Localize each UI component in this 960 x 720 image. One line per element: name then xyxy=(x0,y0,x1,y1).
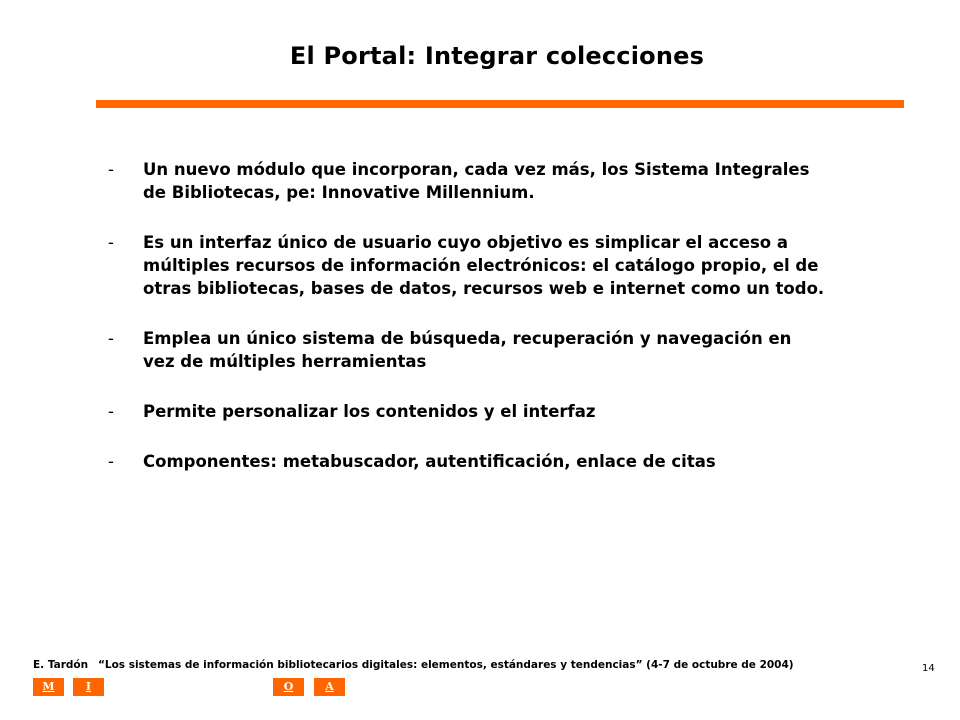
bullet-dash: - xyxy=(108,329,114,348)
bullet-item xyxy=(108,231,908,300)
bullet-item xyxy=(108,327,908,373)
bullet-item xyxy=(108,400,908,423)
bullet-item xyxy=(108,158,908,204)
bullet-line: Permite personalizar los contenidos y el interfaz xyxy=(143,402,596,421)
bullet-line: múltiples recursos de información electrónicos: el catálogo propio, el de xyxy=(143,256,819,275)
bullet-dash: - xyxy=(108,233,114,252)
nav-button-a[interactable]: A xyxy=(314,678,345,696)
bullet-line: otras bibliotecas, bases de datos, recursos web e internet como un todo. xyxy=(143,279,825,298)
bullet-dash: - xyxy=(108,160,114,179)
nav-button-o[interactable]: O xyxy=(273,678,304,696)
title-underline-bar xyxy=(96,100,904,108)
bullet-dash: - xyxy=(108,402,114,421)
bullet-line: Es un interfaz único de usuario cuyo objetivo es simplicar el acceso a xyxy=(143,233,789,252)
footer-author: E. Tardón xyxy=(33,659,89,671)
bullet-list xyxy=(108,158,908,500)
bullet-line: de Bibliotecas, pe: Innovative Millennium. xyxy=(143,183,535,202)
slide-title: El Portal: Integrar colecciones xyxy=(289,42,705,70)
bullet-dash: - xyxy=(108,452,114,471)
bullet-line: Componentes: metabuscador, autentificación, enlace de citas xyxy=(143,452,716,471)
bullet-line: Un nuevo módulo que incorporan, cada vez más, los Sistema Integrales xyxy=(143,160,810,179)
nav-button-i[interactable]: I xyxy=(73,678,104,696)
page-number: 14 xyxy=(922,663,935,674)
bullet-item xyxy=(108,450,908,473)
footer-citation-line xyxy=(33,659,794,671)
bullet-line: Emplea un único sistema de búsqueda, recuperación y navegación en xyxy=(143,329,792,348)
nav-button-m[interactable]: M xyxy=(33,678,64,696)
footer-citation: “Los sistemas de información bibliotecarios digitales: elementos, estándares y tendencias” (4-7 de octubre de 2004) xyxy=(98,659,794,671)
bullet-line: vez de múltiples herramientas xyxy=(143,352,427,371)
